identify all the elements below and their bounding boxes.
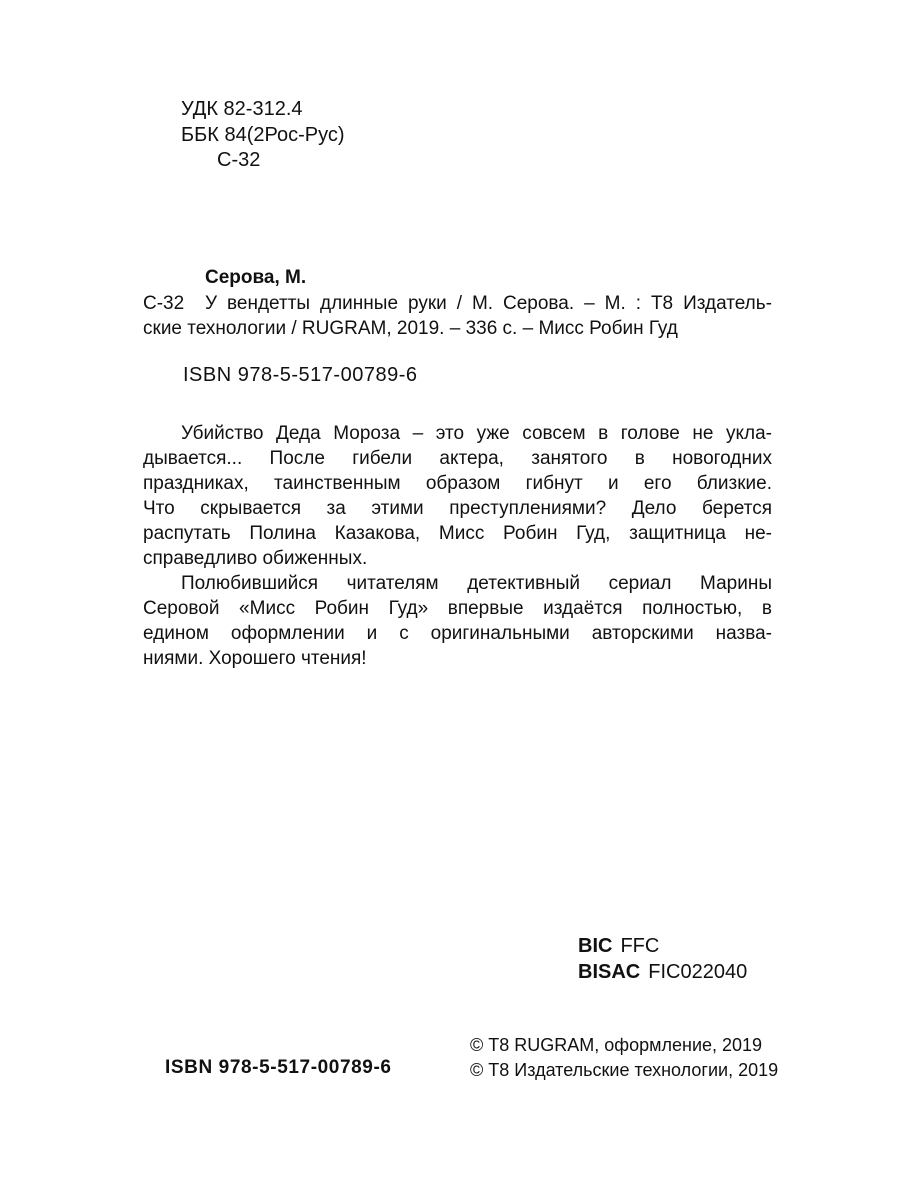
annotation-paragraph-1: Убийство Деда Мороза – это уже совсем в голове не укла- дывается... После гибели актера, занятого в новогодних праздниках, таинственным образом гибнут и его близкие. Что скрывается за этими преступлениями? Дело берется распутать Полина Казакова, Мисс Робин Гуд, защитница не- справедливо обиженных. [143,423,772,569]
annotation [143,421,772,671]
catalog-entry-line2: ские технологии / RUGRAM, 2019. – 336 с. – Мисс Робин Гуд [143,318,678,339]
bisac-line [578,959,747,985]
bisac-value: FIC022040 [648,961,748,983]
bic-bisac-block [578,933,747,985]
copyright-line-2: © Т8 Издательские технологии, 2019 [470,1059,779,1080]
bisac-label: BISAC [578,961,641,983]
catalog-entry-text1: У вендетты длинные руки / М. Серова. – М. : Т8 Издатель- [205,293,772,314]
copyright-block [470,1033,778,1082]
catalog-entry-label: С-32 [143,293,185,314]
udc-code: УДК 82-312.4 [181,98,303,120]
classification-codes [181,97,345,174]
catalog-entry-line1 [143,291,772,316]
bic-value: FFC [620,935,660,957]
bic-line [578,933,747,959]
author-sign-code: С-32 [217,149,261,171]
bic-label: BIC [578,935,613,957]
annotation-paragraph-2: Полюбившийся читателям детективный сериал Марины Серовой «Мисс Робин Гуд» впервые издаётся полностью, в едином оформлении и с оригинальными авторскими назва- ниями. Хорошего чтения! [143,573,772,669]
catalog-entry [143,291,772,341]
bbk-code: ББК 84(2Рос-Рус) [181,123,345,146]
isbn-bottom: ISBN 978-5-517-00789-6 [165,1057,392,1078]
author-name: Серова, М. [205,267,307,288]
isbn-top: ISBN 978-5-517-00789-6 [183,364,418,386]
copyright-line-1: © Т8 RUGRAM, оформление, 2019 [470,1035,763,1055]
